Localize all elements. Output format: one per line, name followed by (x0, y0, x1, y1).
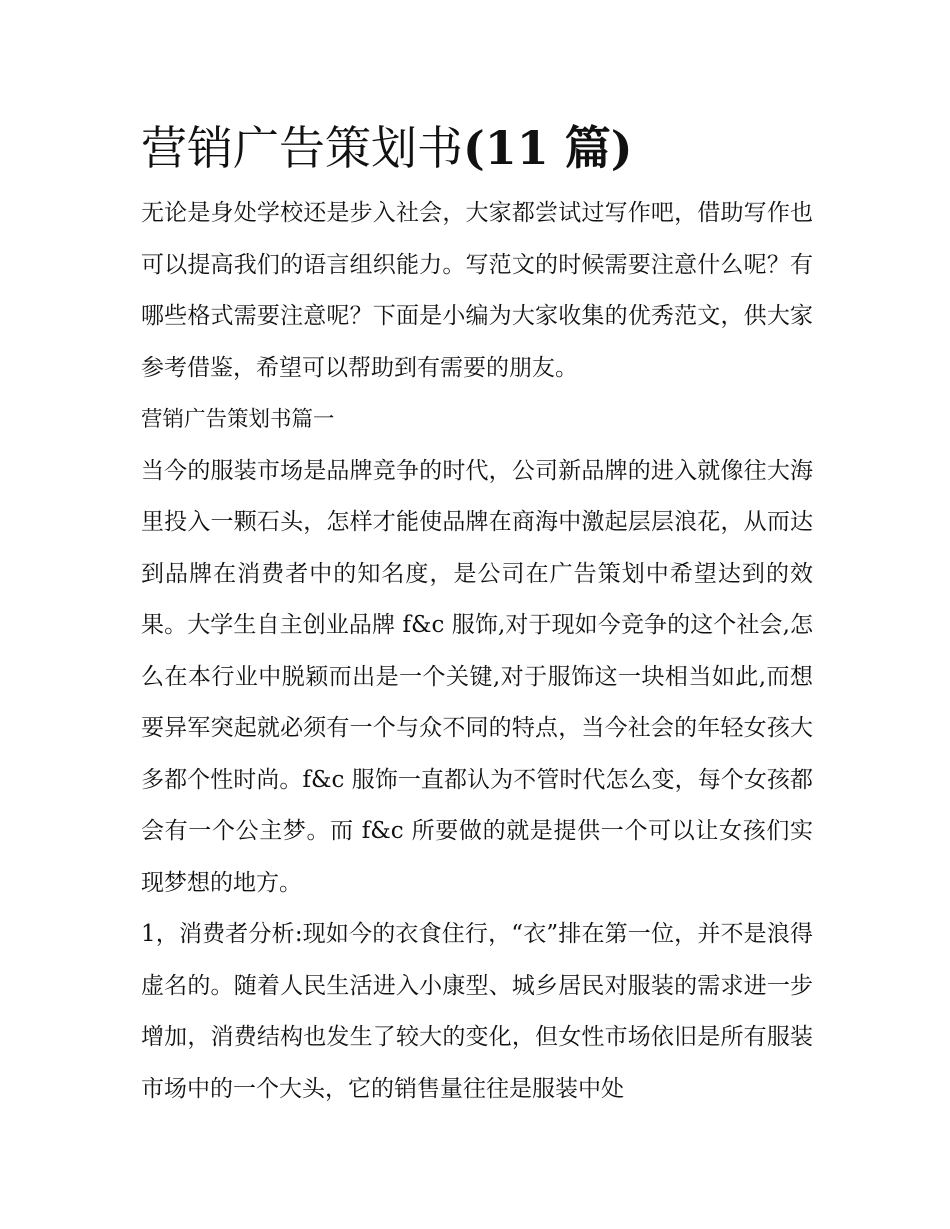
body-paragraph-1: 当今的服装市场是品牌竞争的时代，公司新品牌的进入就像往大海里投入一颗石头，怎样才能使品牌在商海中激起层层浪花，从而达到品牌在消费者中的知名度，是公司在广告策划中希望达到的效果。大学生自主创业品牌 f&c 服饰,对于现如今竞争的这个社会,怎么在本行业中脱颖而出是一个关键,对于服饰这一块相当如此,而想要异军突起就必须有一个与众不同的特点，当今社会的年轻女孩大多都个性时尚。f&c 服饰一直都认为不管时代怎么变，每个女孩都会有一个公主梦。而 f&c 所要做的就是提供一个可以让女孩们实现梦想的地方。 (141, 457, 813, 896)
document-page (141, 112, 813, 1115)
body-paragraph-2: 1，消费者分析:现如今的衣食住行，“衣”排在第一位，并不是浪得虚名的。随着人民生活进入小康型、城乡居民对服装的需求进一步增加，消费结构也发生了较大的变化，但女性市场依旧是所有服装市场中的一个大头，它的销售量往往是服装中处 (141, 921, 813, 1102)
title-main: 营销广告策划书 (141, 121, 463, 175)
section-heading: 营销广告策划书篇一 (141, 407, 335, 432)
document-title (141, 112, 813, 184)
intro-paragraph: 无论是身处学校还是步入社会，大家都尝试过写作吧，借助写作也可以提高我们的语言组织能力。写范文的时候需要注意什么呢？有哪些格式需要注意呢？下面是小编为大家收集的优秀范文，供大家参考借鉴，希望可以帮助到有需要的朋友。 (141, 200, 813, 381)
title-count: (11 篇) (463, 121, 633, 175)
